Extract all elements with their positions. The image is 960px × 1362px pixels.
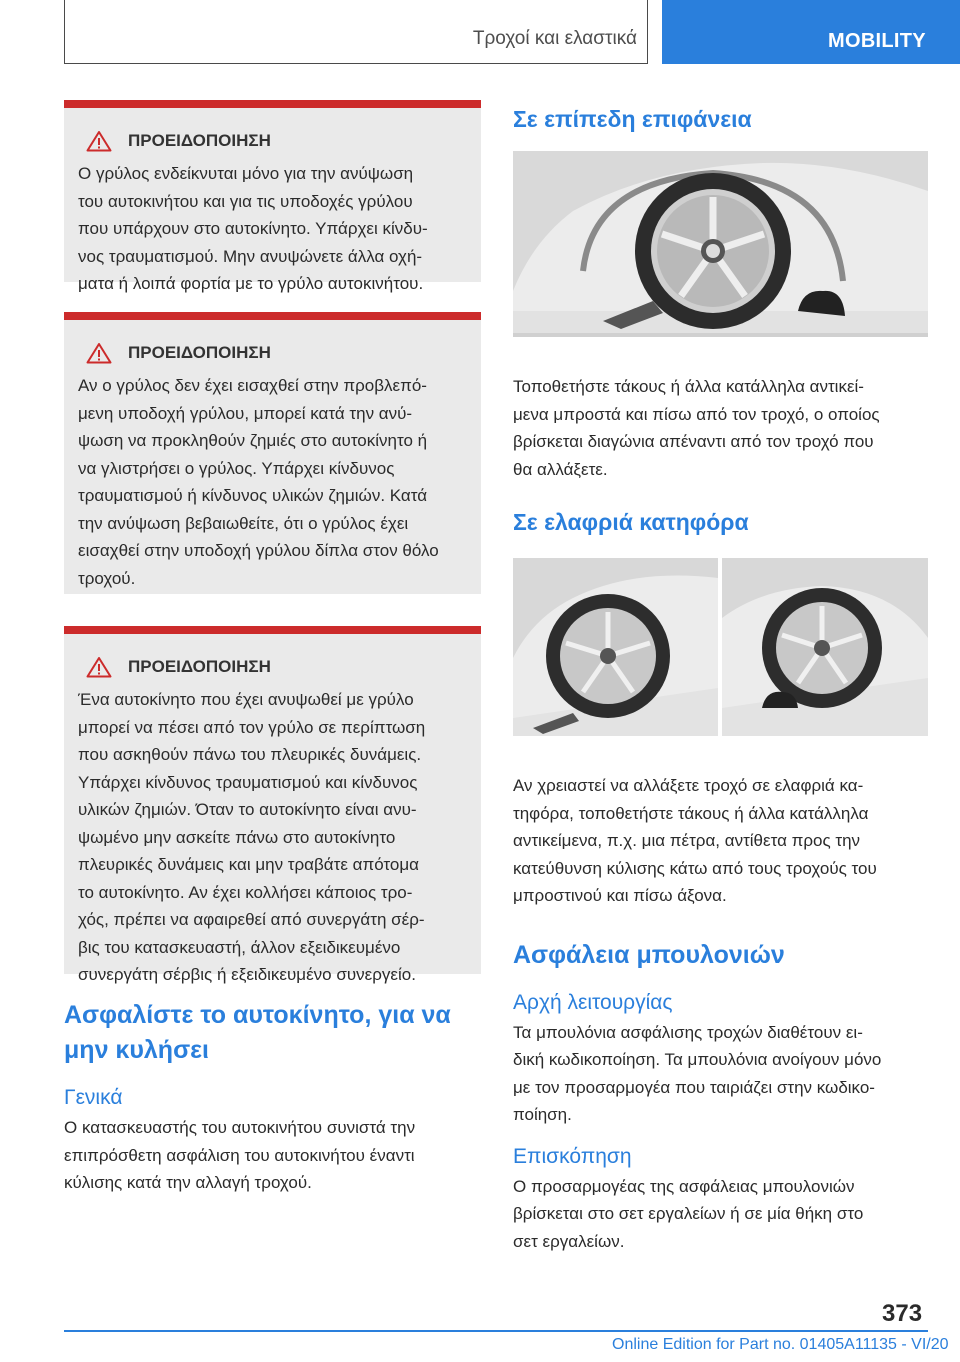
chapter-title: Τροχοί και ελαστικά [472, 28, 637, 49]
section-tab [662, 0, 960, 64]
header-frame [64, 0, 648, 64]
slope-wheels-image [513, 558, 928, 736]
warning-box-2 [64, 312, 481, 594]
principle-heading: Αρχή λειτουργίας [513, 990, 673, 1014]
warning-title: ΠΡΟΕΙΔΟΠΟΙΗΣΗ [78, 342, 467, 364]
warning-title: ΠΡΟΕΙΔΟΠΟΙΗΣΗ [78, 656, 467, 678]
warning-triangle-icon [86, 130, 112, 152]
flat-heading: Σε επίπεδη επιφάνεια [513, 106, 752, 132]
lock-heading: Ασφάλεια μπουλονιών [513, 940, 785, 969]
page-number: 373 [882, 1300, 923, 1327]
slope-heading: Σε ελαφριά κατηφόρα [513, 509, 749, 535]
overview-text: Ο προσαρμογέας της ασφάλειας μπουλονιών βρίσκεται στο σετ εργαλείων ή σε μία θήκη στο σετ εργαλείων. [513, 1176, 864, 1251]
warning-text: Αν ο γρύλος δεν έχει εισαχθεί στην προβλεπό- μενη υποδοχή γρύλου, μπορεί κατά την ανύ- ψωση να προκληθούν ζημιές στο αυτοκίνητο ή να γλιστρήσει ο γρύλος. Υπάρχει κίνδυνος τραυματισμού ή κίνδυνος υλικών ζημιών. Κατά την ανύψωση βεβαιωθείτε, ότι ο γρύλος έχει εισαχθεί στην υποδοχή γρύλου δίπλα στον θόλο τροχού. [78, 376, 439, 588]
warning-title: ΠΡΟΕΙΔΟΠΟΙΗΣΗ [78, 130, 467, 152]
flat-wheel-illustration [513, 151, 928, 337]
warning-triangle-icon [86, 656, 112, 678]
warning-triangle-icon [86, 342, 112, 364]
flat-text: Τοποθετήστε τάκους ή άλλα κατάλληλα αντικεί- μενα μπροστά και πίσω από τον τροχό, ο οποίος βρίσκεται διαγώνια απέναντι από τον τροχό που θα αλλάξετε. [513, 377, 880, 479]
edition-text: Online Edition for Part no. 01405A11135 - VI/20 [612, 1336, 949, 1353]
warning-box-3 [64, 626, 481, 984]
warning-box-1 [64, 100, 481, 293]
secure-section [64, 998, 481, 1197]
flat-ground-wheel-image [513, 151, 928, 337]
right-column [513, 100, 928, 1255]
overview-heading: Επισκόπηση [513, 1144, 632, 1168]
slope-wheel-front-illustration [513, 558, 718, 736]
warning-text: Ένα αυτοκίνητο που έχει ανυψωθεί με γρύλο μπορεί να πέσει από τον γρύλο σε περίπτωση που ασκηθούν πάνω του πλευρικές δυνάμεις. Υπάρχει κίνδυνος τραυματισμού και κίνδυνος υλικών ζημιών. Όταν το αυτοκίνητο είναι ανυ- ψωμένο μην ασκείτε πάνω στο αυτοκίνητο πλευρικές δυνάμεις και μην τραβάτε απότομα το αυτοκίνητο. Αν έχει κολλήσει κάποιος τρο- χός, πρέπει να αφαιρεθεί από συνεργάτη σέρ- βις του κατασκευαστή, άλλον εξειδικευμένο συνεργάτη σέρβις ή εξειδικευμένο συνεργείο. [78, 690, 426, 984]
warning-text: Ο γρύλος ενδείκνυται μόνο για την ανύψωση του αυτοκινήτου και για τις υποδοχές γρύλου που υπάρχουν στο αυτοκίνητο. Υπάρχει κίνδυ- νος τραυματισμού. Μην ανυψώνετε άλλα οχή- ματα ή λοιπά φορτία με το γρύλο αυτοκινήτου. [78, 164, 428, 293]
secure-heading: Ασφαλίστε το αυτοκίνητο, για να μην κυλήσει [64, 1001, 451, 1064]
general-text: Ο κατασκευαστής του αυτοκινήτου συνιστά την επιπρόσθετη ασφάλιση του αυτοκινήτου έναντι κύλισης κατά την αλλαγή τροχού. [64, 1118, 416, 1192]
principle-text: Τα μπουλόνια ασφάλισης τροχών διαθέτουν ει- δική κωδικοποίηση. Τα μπουλόνια ανοίγουν μόνο με τον προσαρμογέα που ταιριάζει στην κωδικο- ποίηση. [513, 1022, 882, 1124]
slope-wheel-rear-illustration [722, 558, 928, 736]
general-heading: Γενικά [64, 1086, 123, 1109]
left-column [64, 100, 481, 1197]
footer-divider [64, 1330, 928, 1332]
section-tab-label: MOBILITY [828, 30, 926, 52]
slope-text: Αν χρειαστεί να αλλάξετε τροχό σε ελαφριά κα- τηφόρα, τοποθετήστε τάκους ή άλλα κατάλληλα αντικείμενα, π.χ. μια πέτρα, αντίθετα προς την κατεύθυνση κύλισης κάτω από τους τροχούς του μπροστινού και πίσω άξονα. [513, 776, 877, 905]
